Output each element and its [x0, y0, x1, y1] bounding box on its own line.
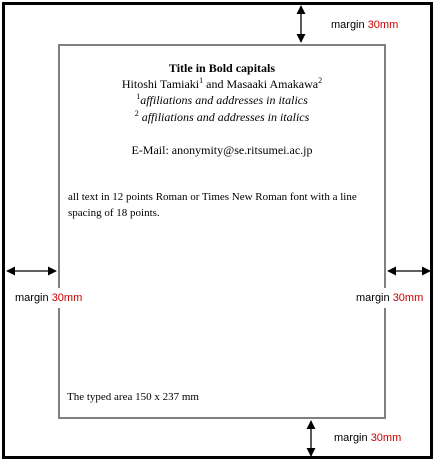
left-margin-value: 30mm — [51, 292, 83, 304]
affiliation-1-sup: 1 — [136, 92, 141, 101]
right-margin-label — [353, 288, 426, 308]
author-1-sup: 1 — [199, 76, 204, 85]
affiliation-2-sup: 2 — [134, 109, 139, 118]
email-line: E-Mail: anonymity@se.ritsumei.ac.jp — [131, 143, 313, 157]
author-2: Masaaki Amakawa — [226, 77, 319, 91]
bottom-margin-label — [334, 432, 401, 444]
bottom-margin-text: margin — [334, 432, 371, 444]
top-margin-label — [331, 19, 398, 31]
right-margin-text: margin — [356, 292, 393, 304]
typed-area-note: The typed area 150 x 237 mm — [67, 391, 199, 403]
bottom-margin-value: 30mm — [370, 432, 402, 444]
top-margin-text: margin — [331, 19, 368, 31]
author-2-sup: 2 — [318, 76, 323, 85]
left-margin-text: margin — [15, 292, 52, 304]
left-margin-label — [12, 288, 85, 308]
affiliation-2: affiliations and addresses in italics — [141, 110, 310, 124]
affiliation-1: affiliations and addresses in italics — [140, 93, 308, 107]
paper-title: Title in Bold capitals — [168, 61, 276, 75]
right-margin-value: 30mm — [392, 292, 424, 304]
top-margin-value: 30mm — [367, 19, 399, 31]
author-1: Hitoshi Tamiaki — [121, 77, 200, 91]
author-separator: and — [203, 77, 227, 91]
body-text: all text in 12 points Roman or Times New Roman font with a line spacing of 18 points. — [68, 191, 357, 219]
